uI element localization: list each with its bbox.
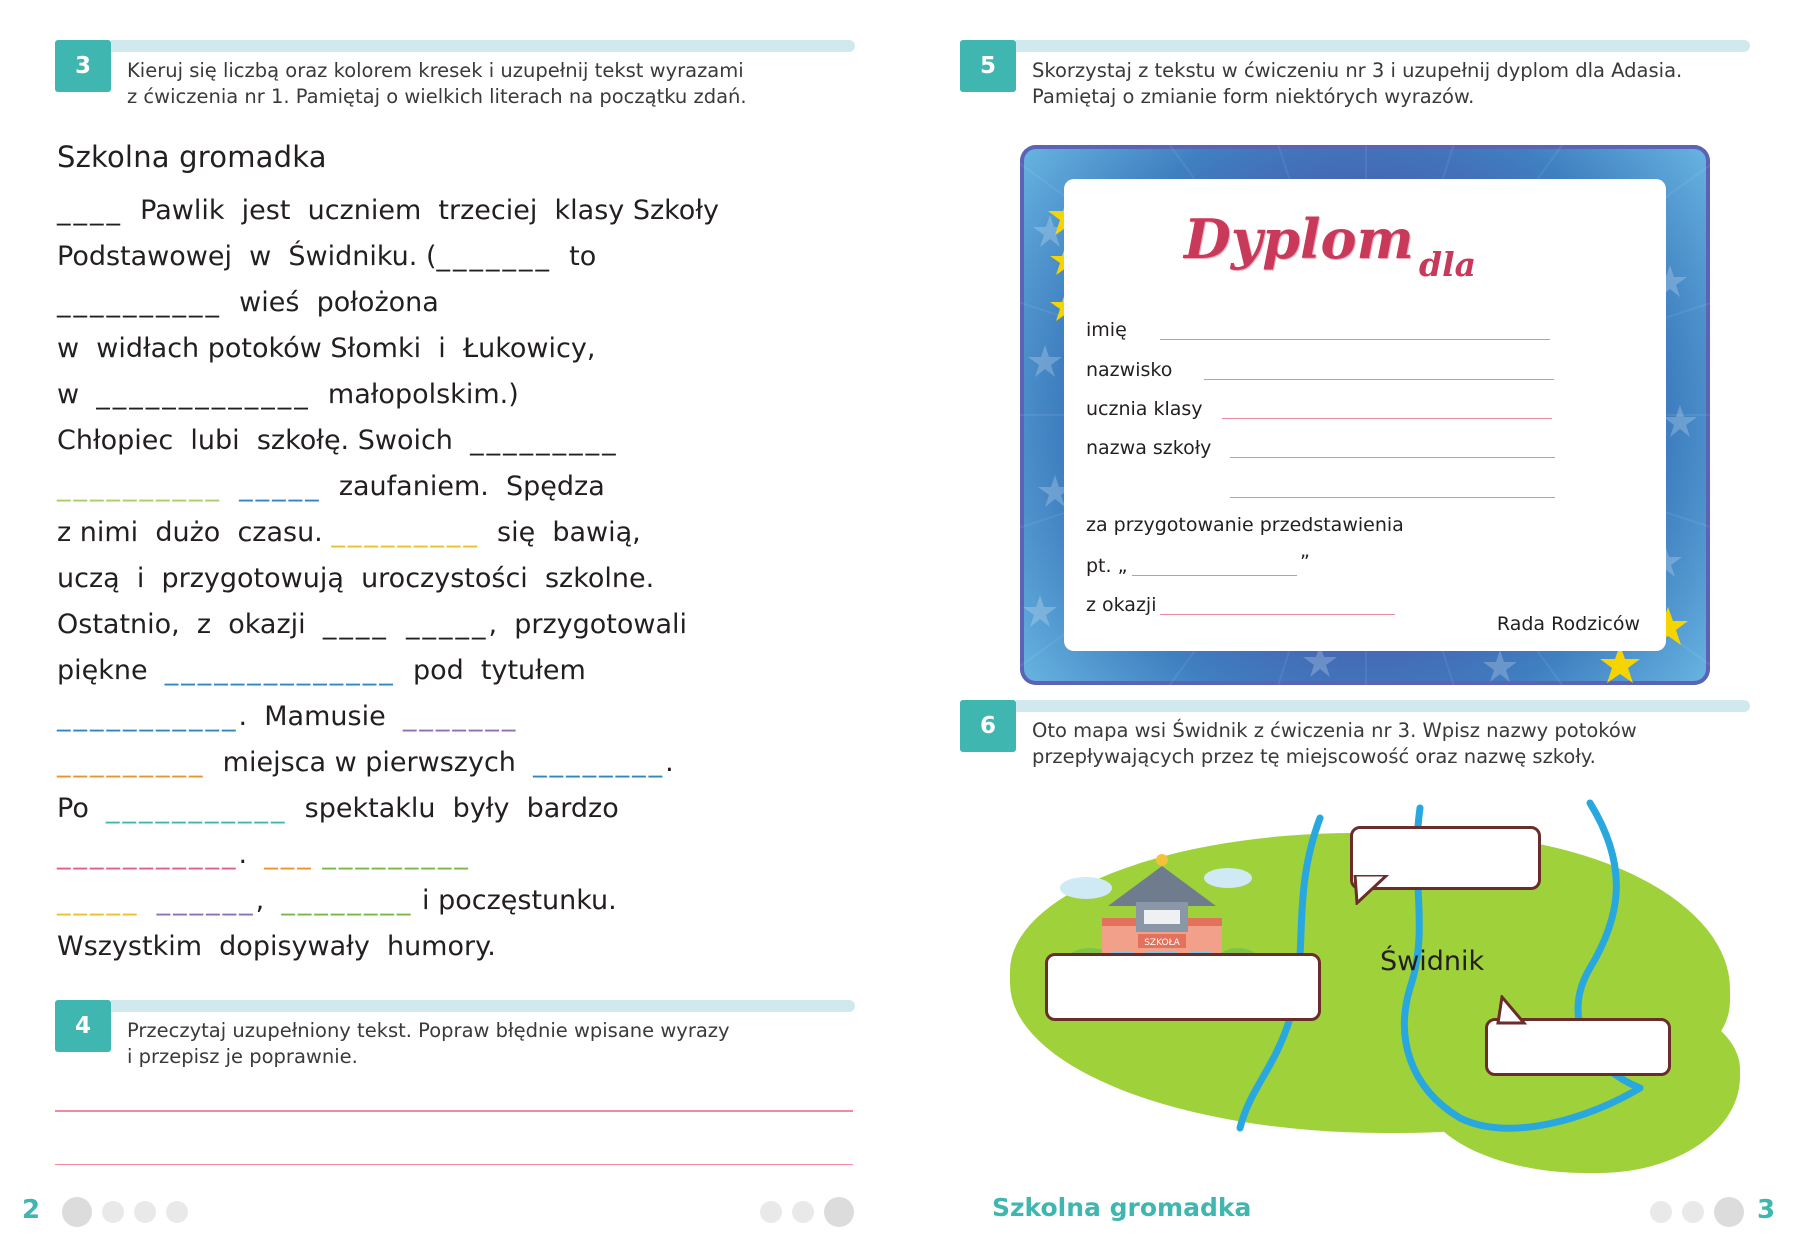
exercise-3-instruction-line2: z ćwiczenia nr 1. Pamiętaj o wielkich literach na początku zdań. bbox=[127, 85, 747, 109]
exercise-5-instruction-line1: Skorzystaj z tekstu w ćwiczeniu nr 3 i uzupełnij dyplom dla Adasia. bbox=[1032, 59, 1683, 82]
diploma-field-klasa[interactable] bbox=[1222, 418, 1552, 419]
exercise-4-instruction-line1: Przeczytaj uzupełniony tekst. Popraw błędnie wpisane wyrazy bbox=[127, 1019, 730, 1042]
story-line: piękne ______________ pod tytułem bbox=[57, 655, 586, 686]
story-title: Szkolna gromadka bbox=[57, 140, 327, 174]
exercise-5-bar bbox=[1016, 40, 1750, 52]
exercise-4-number: 4 bbox=[55, 1000, 111, 1052]
story-line: __________ wieś położona bbox=[57, 287, 439, 318]
footer-dot bbox=[62, 1197, 92, 1227]
footer-dots-left bbox=[62, 1197, 188, 1227]
footer-dot bbox=[1682, 1201, 1704, 1223]
exercise-6-instruction-line1: Oto mapa wsi Świdnik z ćwiczenia nr 3. Wpisz nazwy potoków bbox=[1032, 719, 1637, 742]
exercise-4-header bbox=[55, 1000, 855, 1069]
story-body bbox=[57, 188, 847, 970]
story-line: ___________. ___ _________ bbox=[57, 839, 471, 870]
diploma-field-imie[interactable] bbox=[1160, 339, 1550, 340]
footer-series-title: Szkolna gromadka bbox=[992, 1193, 1252, 1222]
story-line: Po ___________ spektaklu były bardzo bbox=[57, 793, 619, 824]
exercise-5-instruction-line2: Pamiętaj o zmianie form niektórych wyrazów. bbox=[1032, 85, 1475, 109]
exercise-6-number: 6 bbox=[960, 700, 1016, 752]
footer-dot bbox=[1714, 1197, 1744, 1227]
exercise-5-header bbox=[960, 40, 1750, 109]
footer-dots-right bbox=[1650, 1197, 1744, 1227]
map-callout-stream-1[interactable] bbox=[1350, 826, 1541, 890]
footer-dot bbox=[792, 1201, 814, 1223]
exercise-3-instruction bbox=[127, 58, 855, 111]
callout-tail-icon bbox=[1351, 875, 1391, 905]
exercise-6-instruction-line2: przepływających przez tę miejscowość oraz nazwę szkoły. bbox=[1032, 745, 1596, 769]
footer-dot bbox=[134, 1201, 156, 1223]
exercise-4-writing-lines[interactable] bbox=[55, 1110, 855, 1165]
diploma-label-klasa: ucznia klasy bbox=[1086, 398, 1203, 420]
writing-line[interactable] bbox=[55, 1110, 853, 1112]
page-number-left: 2 bbox=[22, 1195, 41, 1225]
story-line: w widłach potoków Słomki i Łukowicy, bbox=[57, 333, 596, 364]
right-column bbox=[960, 40, 1750, 1210]
story-line: Ostatnio, z okazji ____ _____, przygotowali bbox=[57, 609, 688, 640]
diploma-label-pt-close: ” bbox=[1300, 551, 1310, 573]
diploma-title: Dyplom bbox=[1184, 207, 1414, 271]
diploma-label-reason: za przygotowanie przedstawienia bbox=[1086, 514, 1404, 536]
diploma-field-szkola[interactable] bbox=[1230, 457, 1555, 458]
exercise-6-instruction bbox=[1032, 718, 1750, 771]
story-line: __________ _____ zaufaniem. Spędza bbox=[57, 471, 605, 502]
exercise-4-instruction-line2: i przepisz je poprawnie. bbox=[127, 1045, 358, 1069]
exercise-4-instruction bbox=[127, 1018, 855, 1071]
left-column bbox=[55, 40, 855, 1210]
footer-dot bbox=[760, 1201, 782, 1223]
footer-dot bbox=[1650, 1201, 1672, 1223]
exercise-5-instruction bbox=[1032, 58, 1750, 111]
exercise-3-instruction-line1: Kieruj się liczbą oraz kolorem kresek i uzupełnij tekst wyrazami bbox=[127, 59, 744, 82]
diploma-label-nazwisko: nazwisko bbox=[1086, 359, 1173, 381]
exercise-3-number: 3 bbox=[55, 40, 111, 92]
page-footer bbox=[0, 1189, 1800, 1241]
diploma-signature: Rada Rodziców bbox=[1496, 613, 1640, 635]
exercise-3-header bbox=[55, 40, 855, 109]
story-line: z nimi dużo czasu. _________ się bawią, bbox=[57, 517, 641, 548]
exercise-3-bar bbox=[111, 40, 855, 52]
story-line: uczą i przygotowują uroczystości szkolne. bbox=[57, 563, 655, 594]
exercise-5-number: 5 bbox=[960, 40, 1016, 92]
story-line: w _____________ małopolskim.) bbox=[57, 379, 519, 410]
story-line: ____ Pawlik jest uczniem trzeciej klasy Szkoły bbox=[57, 195, 719, 226]
diploma-label-okazji: z okazji bbox=[1086, 594, 1157, 616]
diploma-title-suffix: dla bbox=[1419, 245, 1476, 284]
page-number-right: 3 bbox=[1757, 1195, 1776, 1225]
diploma-label-imie: imię bbox=[1086, 319, 1127, 341]
exercise-6-header bbox=[960, 700, 1750, 769]
diploma-inner bbox=[1064, 179, 1666, 651]
writing-line[interactable] bbox=[55, 1164, 853, 1166]
story-line: _________ miejsca w pierwszych ________. bbox=[57, 747, 674, 778]
diploma-label-szkola: nazwa szkoły bbox=[1086, 437, 1212, 459]
map-callout-stream-2[interactable] bbox=[1485, 1018, 1671, 1076]
diploma-card bbox=[1020, 145, 1710, 685]
footer-dot bbox=[824, 1197, 854, 1227]
diploma-field-pt[interactable] bbox=[1132, 575, 1297, 576]
map-village-label: Świdnik bbox=[1380, 946, 1485, 977]
map-callout-school[interactable] bbox=[1045, 953, 1321, 1021]
exercise-4-bar bbox=[111, 1000, 855, 1012]
diploma-label-pt: pt. „ bbox=[1086, 555, 1128, 577]
diploma-field-szkola-2[interactable] bbox=[1230, 497, 1555, 498]
village-map bbox=[990, 788, 1750, 1218]
callout-tail-icon-2 bbox=[1494, 995, 1530, 1025]
diploma-field-nazwisko[interactable] bbox=[1204, 379, 1554, 380]
diploma-field-okazji[interactable] bbox=[1160, 614, 1395, 615]
story-line: ___________. Mamusie _______ bbox=[57, 701, 519, 732]
story-line: Podstawowej w Świdniku. (_______ to bbox=[57, 241, 597, 272]
footer-dot bbox=[166, 1201, 188, 1223]
footer-dots-left-right bbox=[760, 1197, 854, 1227]
story-line: Chłopiec lubi szkołę. Swoich _________ bbox=[57, 425, 619, 456]
exercise-6-bar bbox=[1016, 700, 1750, 712]
story-line: Wszystkim dopisywały humory. bbox=[57, 931, 496, 962]
footer-dot bbox=[102, 1201, 124, 1223]
story-line: _____ ______, ________ i poczęstunku. bbox=[57, 885, 617, 916]
svg-text:SZKOŁA: SZKOŁA bbox=[1144, 938, 1180, 948]
